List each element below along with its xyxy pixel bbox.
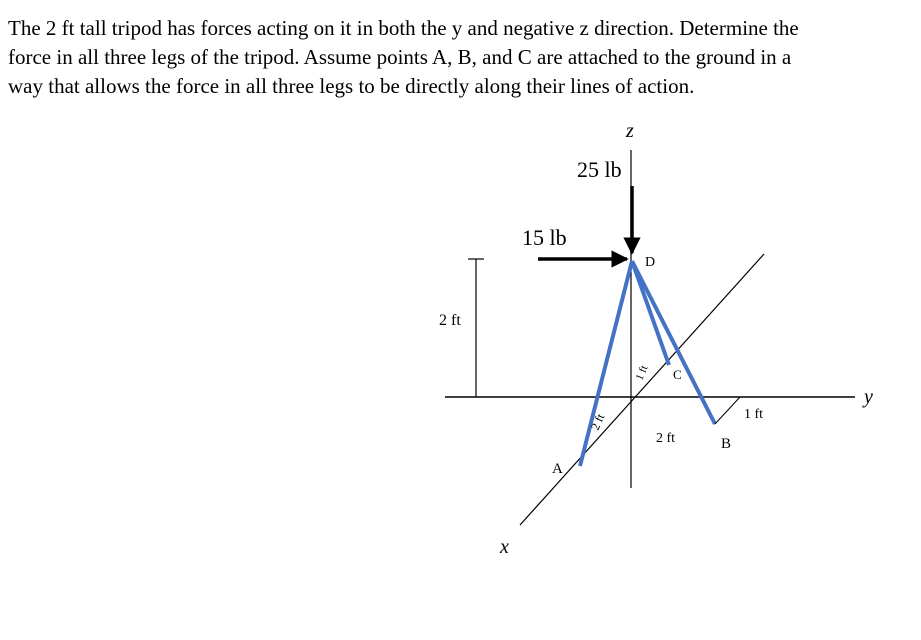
dim-1ft-B-label: 1 ft bbox=[744, 407, 764, 422]
height-label: 2 ft bbox=[439, 312, 461, 329]
point-D-label: D bbox=[645, 255, 656, 270]
force-25lb-label: 25 lb bbox=[577, 157, 622, 182]
point-B-label: B bbox=[721, 436, 732, 452]
leg-DB bbox=[632, 261, 715, 424]
point-C-label: C bbox=[673, 367, 682, 382]
leg-DA bbox=[580, 261, 632, 466]
dim-2ft-A-label: 2 ft bbox=[587, 411, 608, 433]
dim-2ft-B-label: 2 ft bbox=[656, 431, 676, 446]
problem-line-1: The 2 ft tall tripod has forces acting on it in both the y and negative z direction. Determine the bbox=[8, 16, 799, 40]
problem-line-3: way that allows the force in all three legs to be directly along their lines of action. bbox=[8, 74, 695, 98]
x-axis-label: x bbox=[500, 536, 509, 558]
dim-1ft-C-label: 1 ft bbox=[633, 363, 651, 383]
problem-line-2: force in all three legs of the tripod. Assume points A, B, and C are attached to the ground in a bbox=[8, 45, 792, 69]
force-15lb-label: 15 lb bbox=[522, 225, 567, 250]
y-axis-label: y bbox=[864, 386, 873, 408]
B-dimension-line bbox=[715, 397, 740, 424]
leg-DC bbox=[632, 261, 669, 365]
z-axis-label: z bbox=[626, 120, 634, 142]
point-A-label: A bbox=[552, 461, 563, 477]
